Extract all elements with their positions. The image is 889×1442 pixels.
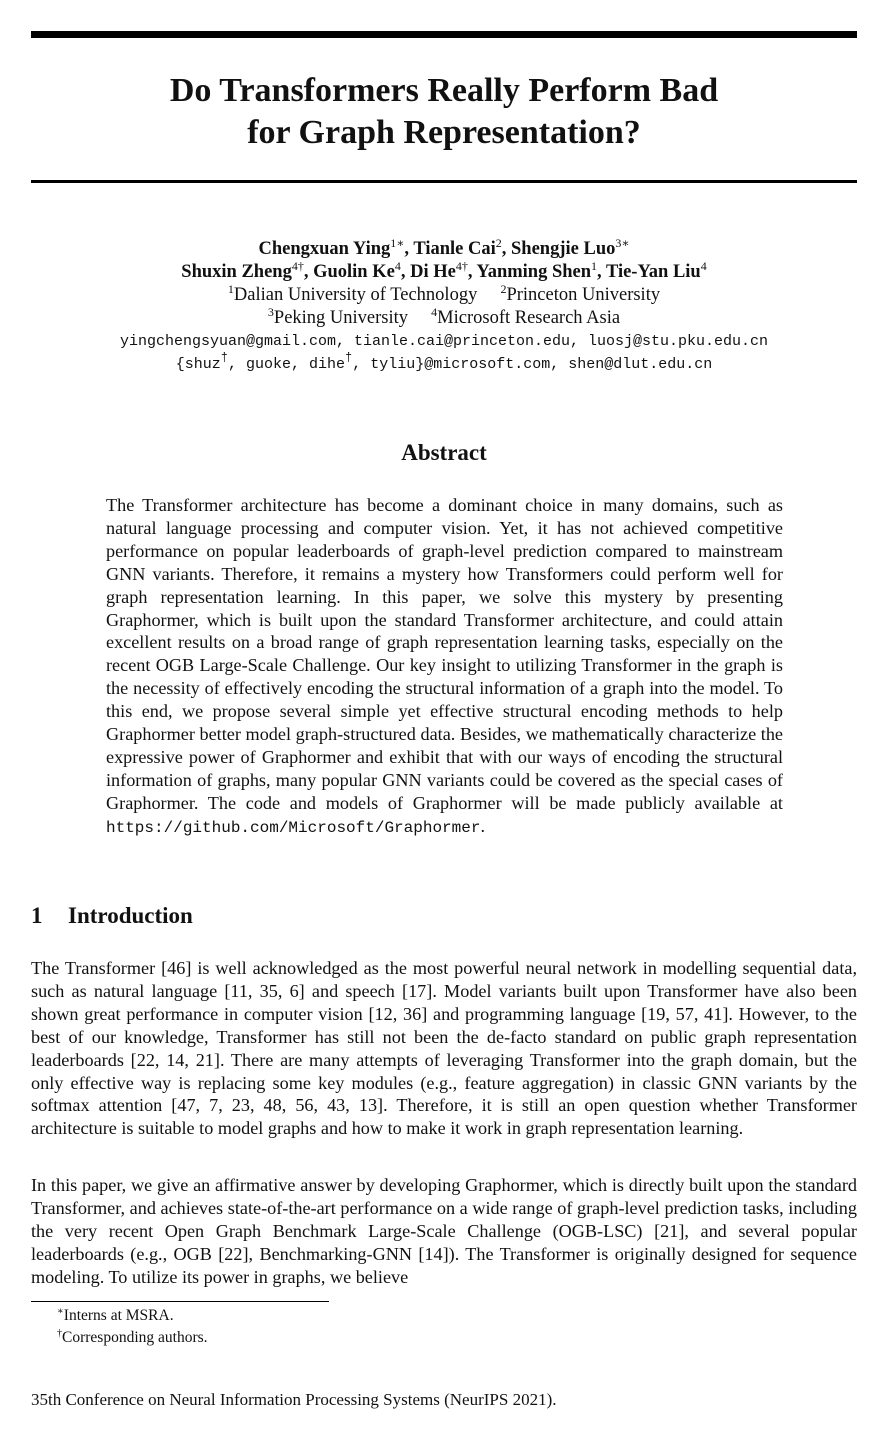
author-name: Di He [410, 262, 456, 282]
affiliation: Peking University [273, 308, 409, 328]
title-line-2: for Graph Representation? [247, 114, 641, 151]
affiliation-sup: 3 [615, 236, 622, 250]
abstract-heading: Abstract [401, 440, 487, 465]
paper-title [31, 70, 857, 154]
affiliation-sup: 1 [227, 282, 234, 296]
footnote-1 [57, 1306, 174, 1326]
email-line-2 [31, 353, 857, 376]
author-mark: † [461, 259, 468, 273]
email-text: , tyliu}@microsoft.com, shen@dlut.edu.cn [352, 356, 713, 373]
author-mark: ∗ [621, 236, 630, 250]
affiliation-sup: 2 [500, 282, 507, 296]
author-name: Guolin Ke [313, 262, 395, 282]
email-text: , guoke, dihe [227, 356, 345, 373]
section-number: 1 [31, 903, 43, 928]
intro-paragraph-2: In this paper, we give an affirmative answer by developing Graphormer, which is directly built upon the standard Transformer, and achieves state-of-the-art performance on a wide range of graph-level prediction tasks, including the very recent Open Graph Benchmark Large-Scale Challenge (OGB-LSC) [21], and several popular leaderboards (e.g., OGB [22], Benchmarking-GNN [14]). The Transformer is originally designed for sequence modeling. To utilize its power in graphs, we believe [31, 1175, 857, 1287]
author-mark: † [344, 351, 353, 365]
affiliation: Princeton University [506, 285, 661, 305]
affiliation-sup: 1 [390, 236, 397, 250]
footnote-text: Corresponding authors. [62, 1329, 208, 1346]
affiliation-sup: 4 [431, 305, 438, 319]
author-name: Shengjie Luo [511, 239, 616, 259]
author-name: Chengxuan Ying [258, 239, 391, 259]
footnote-2 [57, 1328, 208, 1348]
affiliation-line-1 [31, 284, 857, 307]
github-link[interactable]: https://github.com/Microsoft/Graphormer [106, 818, 481, 837]
author-name: Tianle Cai [413, 239, 496, 259]
author-mark: ∗ [396, 236, 405, 250]
top-rule [31, 31, 857, 38]
footnote-mark: ∗ [57, 1306, 64, 1317]
abstract-text: The Transformer architecture has become a dominant choice in many domains, such as natural language processing and computer vision. Yet, it has not achieved competitive performance on popular leaderboards of graph-level prediction compared to mainstream GNN variants. Therefore, it remains a mystery how Transformers could perform well for graph representation learning. In this paper, we solve this mystery by presenting Graphormer, which is built upon the standard Transformer architecture, and could attain excellent results on a broad range of graph representation learning tasks, especially on the recent OGB Large-Scale Challenge. Our key insight to utilizing Transformer in the graph is the necessity of effectively encoding the structural information of a graph into the model. To this end, we propose several simple yet effective structural encoding methods to help Graphormer better model graph-structured data. Besides, we mathematically characterize the expressive power of Graphormer and exhibit that with our ways of encoding the structural information of graphs, many popular GNN variants could be covered as the special cases of Graphormer. The code and models of Graphormer will be made publicly available at [106, 495, 783, 813]
author-line-1: Chengxuan Ying$^{1∗}$, Tianle Cai$^2$, Shengjie Luo$^{3∗}$ [258, 236, 630, 259]
affiliation-sup: 4 [455, 259, 462, 273]
author-name: Tie-Yan Liu [605, 262, 701, 282]
author-name: Shuxin Zheng [181, 262, 292, 282]
venue-line: 35th Conference on Neural Information Processing Systems (NeurIPS 2021). [31, 1390, 557, 1409]
section-heading [31, 903, 193, 929]
affiliation-sup: 1 [591, 259, 598, 273]
footnote-rule [31, 1301, 329, 1302]
footnote-mark: † [57, 1328, 62, 1339]
email-text: {shuz [175, 356, 221, 373]
email-line-1: yingchengsyuan@gmail.com, tianle.cai@princeton.edu, luosj@stu.pku.edu.cn [119, 333, 769, 350]
author-mark: † [297, 259, 304, 273]
title-bottom-rule [31, 180, 857, 183]
affiliation: Microsoft Research Asia [437, 308, 621, 328]
section-title: Introduction [68, 903, 193, 928]
author-mark: † [220, 351, 228, 365]
affiliation: Dalian University of Technology [233, 285, 478, 305]
author-name: Yanming Shen [476, 262, 592, 282]
affiliation-sup: 2 [495, 236, 502, 250]
author-line-2: Shuxin Zheng$^{4\dagger}$, Guolin Ke$^4$, Di $He^{4\dagger}$, Yanming Shen$^1$, Tie-Yan Liu$^4$ [181, 259, 707, 282]
affiliation-line-2 [31, 307, 857, 330]
author-block [31, 238, 857, 376]
footnote-text: Interns at MSRA. [63, 1307, 174, 1324]
abstract-end: . [480, 815, 486, 836]
affiliation-sup: 4 [291, 259, 298, 273]
abstract-body [106, 494, 783, 840]
affiliation-sup: 4 [700, 259, 707, 273]
affiliation-sup: 3 [267, 305, 274, 319]
title-line-1: Do Transformers Really Perform Bad [169, 72, 719, 109]
affiliation-sup: 4 [394, 259, 401, 273]
intro-paragraph-1: The Transformer [46] is well acknowledged as the most powerful neural network in modelling sequential data, such as natural language [11, 35, 6] and speech [17]. Model variants built upon Transformer have also been shown great performance in computer vision [12, 36] and programming language [19, 57, 41]. However, to the best of our knowledge, Transformer has still not been the de-facto standard on public graph representation leaderboards [22, 14, 21]. There are many attempts of leveraging Transformer into the graph domain, but the only effective way is replacing some key modules (e.g., feature aggregation) in classic GNN variants by the softmax attention [47, 7, 23, 48, 56, 43, 13]. Therefore, it is still an open question whether Transformer architecture is suitable to model graphs and how to make it work in graph representation learning. [31, 958, 857, 1139]
